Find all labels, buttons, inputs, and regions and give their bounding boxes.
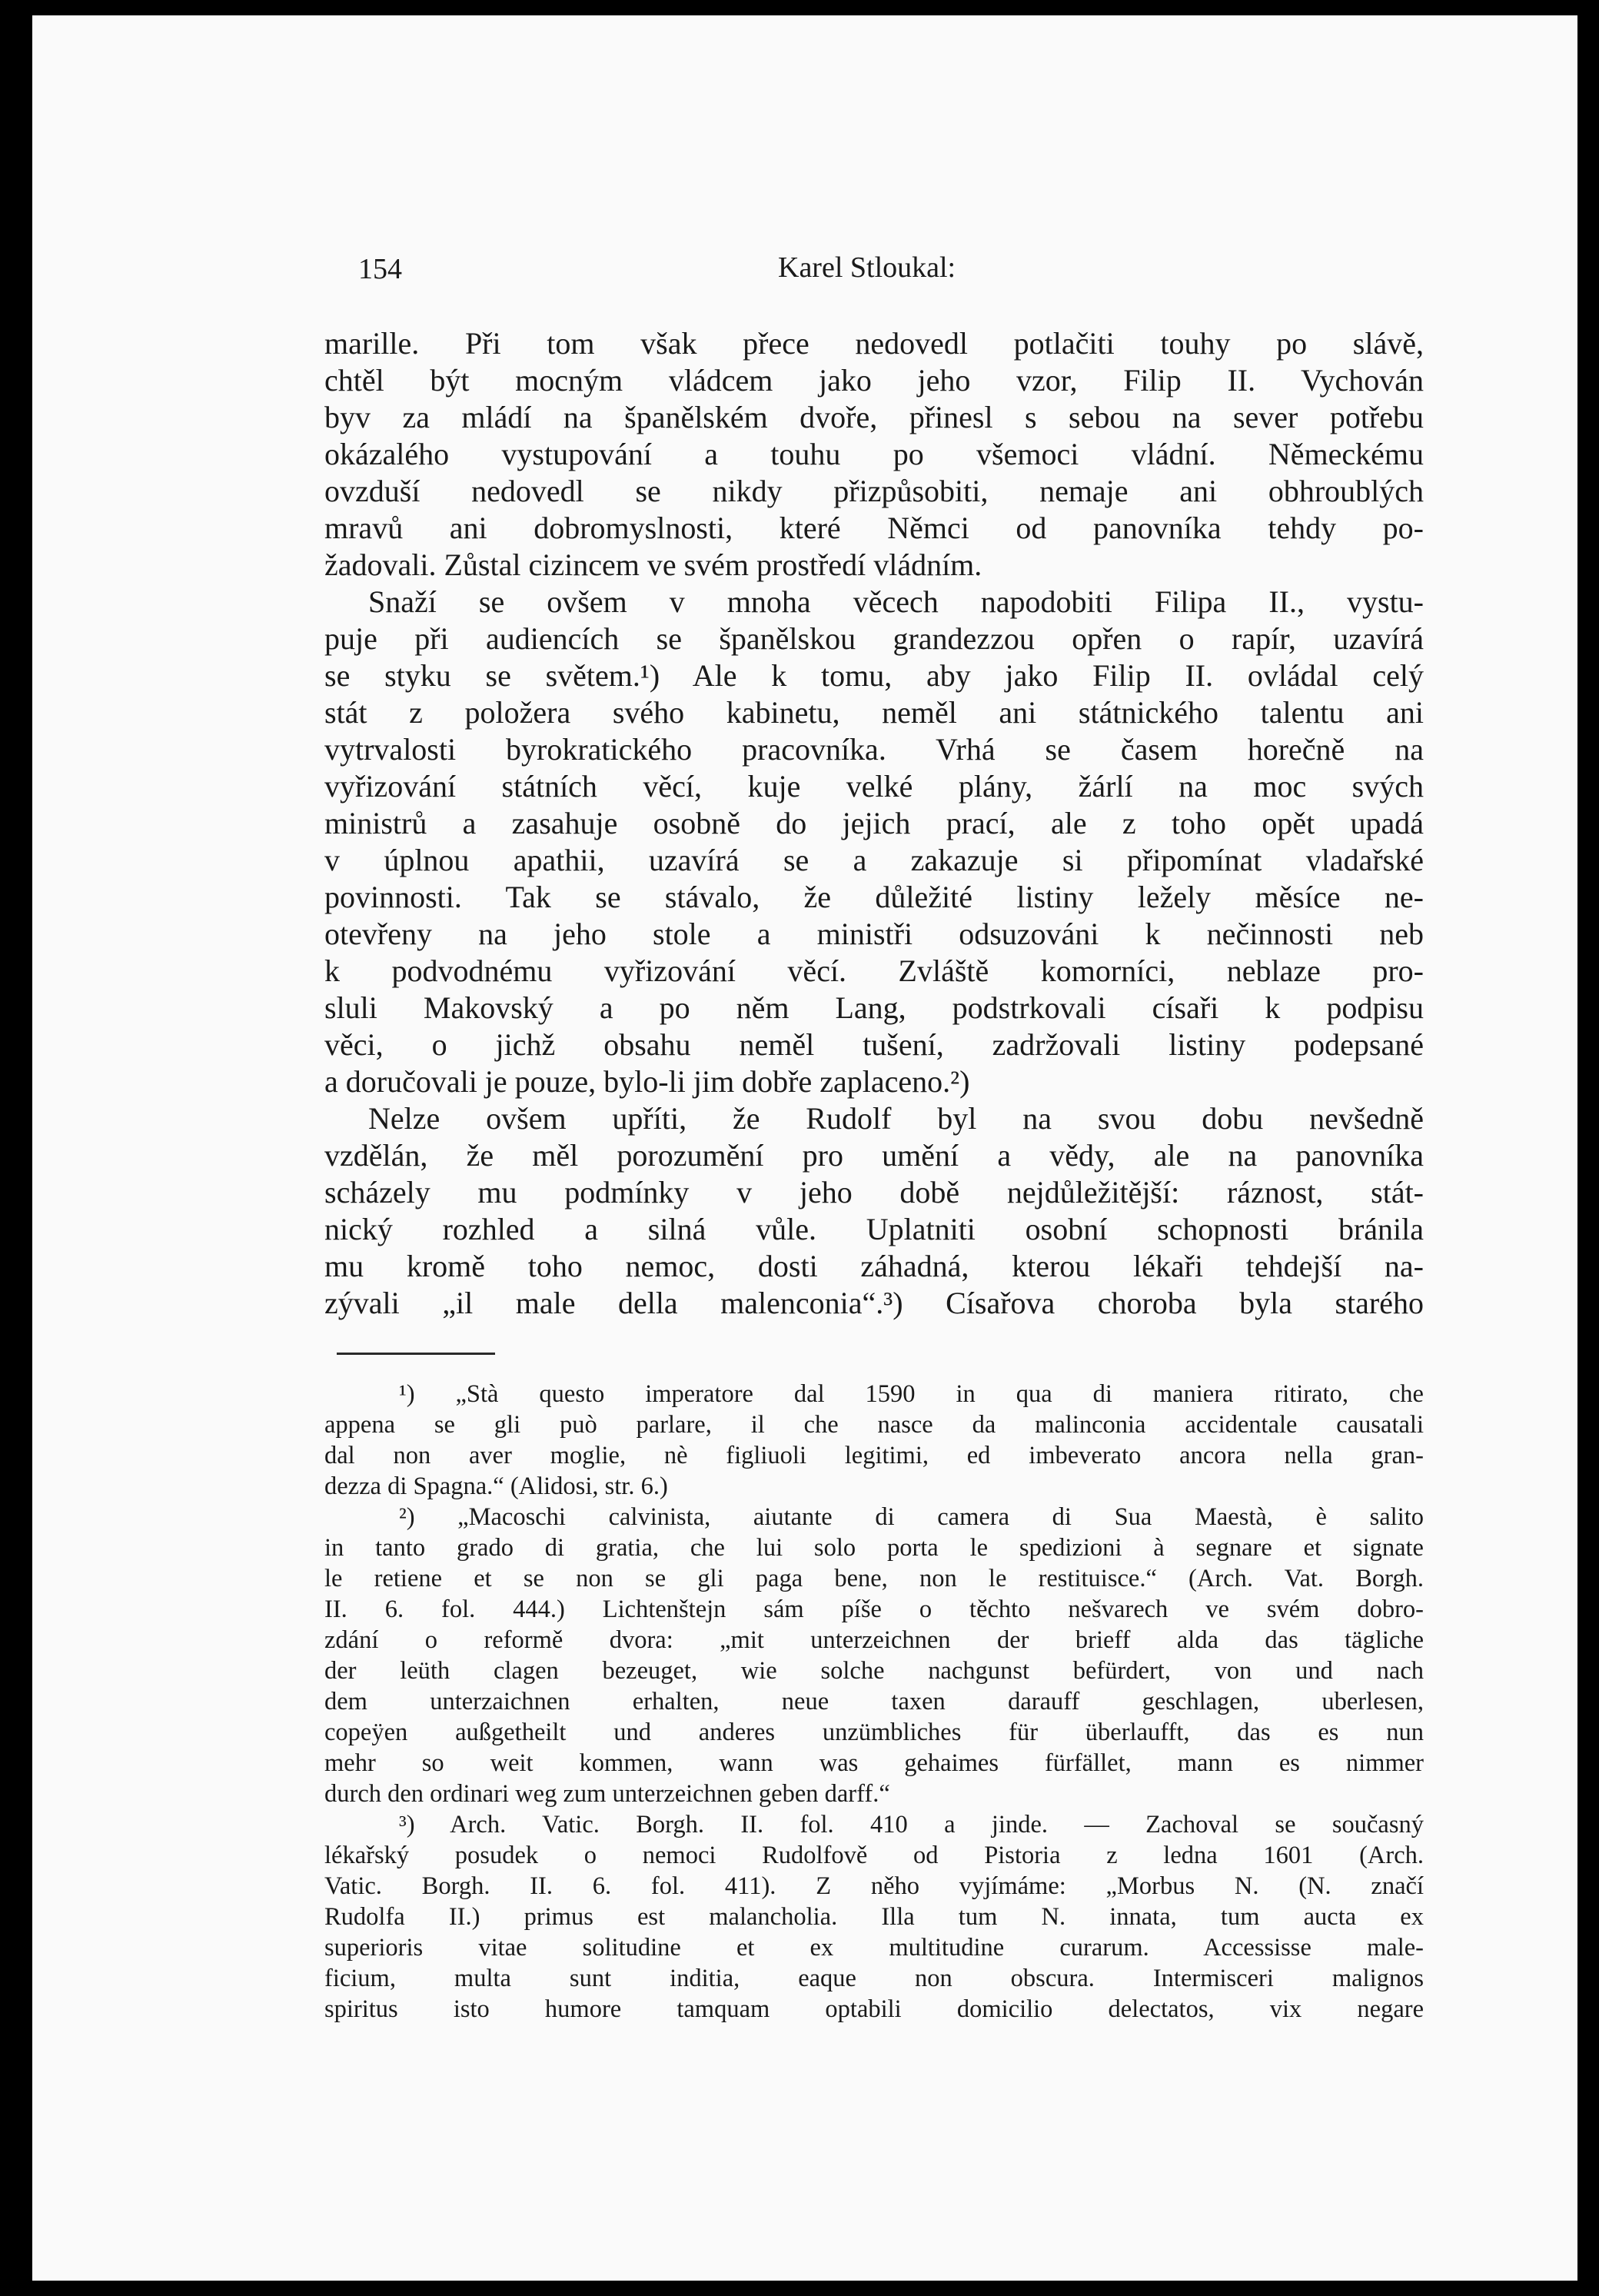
footnote-line: dezza di Spagna.“ (Alidosi, str. 6.) <box>324 1472 668 1500</box>
footnote-line: durch den ordinari weg zum unterzeichnen geben darff.“ <box>324 1780 890 1808</box>
footnote-line: ²) „Macoschi calvinista, aiutante di camera di Sua Maestà, è salito <box>399 1503 1424 1531</box>
body-line: nický rozhled a silná vůle. Uplatniti osobní schopnosti bránila <box>324 1212 1424 1246</box>
footnote-line: appena se gli può parlare, il che nasce da malinconia accidentale causatali <box>324 1411 1424 1439</box>
body-line: otevřeny na jeho stole a ministři odsuzováni k nečinnosti neb <box>324 917 1424 951</box>
footnote-line: Rudolfa II.) primus est malancholia. Illa tum N. innata, tum aucta ex <box>324 1903 1424 1931</box>
body-line: k podvodnému vyřizování věcí. Zvláště komorníci, neblaze pro- <box>324 953 1424 988</box>
footnote-line: copeÿen außgetheilt und anderes unzümbliches für überlaufft, das es nun <box>324 1719 1424 1746</box>
body-line: vytrvalosti byrokratického pracovníka. Vrhá se časem horečně na <box>324 732 1424 767</box>
footnote-line: Vatic. Borgh. II. 6. fol. 411). Z něho vyjímáme: „Morbus N. (N. značí <box>324 1872 1424 1900</box>
footnote-separator <box>337 1353 495 1355</box>
footnote-line: zdání o reformě dvora: „mit unterzeichnen der brieff alda das tägliche <box>324 1626 1424 1654</box>
body-line: Snaží se ovšem v mnoha věcech napodobiti Filipa II., vystu- <box>368 584 1424 619</box>
body-line: chtěl být mocným vládcem jako jeho vzor, Filip II. Vychován <box>324 363 1424 398</box>
body-line: věci, o jichž obsahu neměl tušení, zadržovali listiny podepsané <box>324 1027 1424 1062</box>
body-line: stát z položera svého kabinetu, neměl ani státnického talentu ani <box>324 695 1424 730</box>
body-line: žadovali. Zůstal cizincem ve svém prostředí vládním. <box>324 547 982 582</box>
page-number: 154 <box>358 253 402 285</box>
body-line: ministrů a zasahuje osobně do jejich prací, ale z toho opět upadá <box>324 806 1424 840</box>
body-line: a doručovali je pouze, bylo-li jim dobře zaplaceno.²) <box>324 1064 970 1099</box>
body-line: mu kromě toho nemoc, dosti záhadná, kterou lékaři tehdejší na- <box>324 1249 1424 1283</box>
body-line: v úplnou apathii, uzavírá se a zakazuje si připomínat vladařské <box>324 843 1424 877</box>
footnote-line: ¹) „Stà questo imperatore dal 1590 in qua di maniera ritirato, che <box>399 1380 1424 1408</box>
footnote-line: lékařský posudek o nemoci Rudolfově od Pistoria z ledna 1601 (Arch. <box>324 1842 1424 1869</box>
footnote-line: le retiene et se non se gli paga bene, non le restituisce.“ (Arch. Vat. Borgh. <box>324 1565 1424 1592</box>
body-line: scházely mu podmínky v jeho době nejdůležitější: ráznost, stát- <box>324 1175 1424 1210</box>
footnote-line: ficium, multa sunt inditia, eaque non obscura. Intermisceri malignos <box>324 1965 1424 1992</box>
body-line: byv za mládí na španělském dvoře, přinesl s sebou na sever potřebu <box>324 400 1424 434</box>
body-line: povinnosti. Tak se stávalo, že důležité listiny ležely měsíce ne- <box>324 880 1424 914</box>
body-line: zývali „il male della malenconia“.³) Císařova choroba byla starého <box>324 1286 1424 1320</box>
footnote-line: II. 6. fol. 444.) Lichtenštejn sám píše o těchto nešvarech ve svém dobro- <box>324 1596 1424 1623</box>
body-line: se styku se světem.¹) Ale k tomu, aby jako Filip II. ovládal celý <box>324 658 1424 693</box>
body-line: marille. Při tom však přece nedovedl potlačiti touhy po slávě, <box>324 326 1424 361</box>
body-line: mravů ani dobromyslnosti, které Němci od panovníka tehdy po- <box>324 511 1424 545</box>
body-line: Nelze ovšem upříti, že Rudolf byl na svou dobu nevšedně <box>368 1101 1424 1136</box>
footnote-line: dem unterzaichnen erhalten, neue taxen darauff geschlagen, uberlesen, <box>324 1688 1424 1715</box>
body-line: sluli Makovský a po něm Lang, podstrkovali císaři k podpisu <box>324 990 1424 1025</box>
running-title: Karel Stloukal: <box>778 251 956 284</box>
body-line: puje při audiencích se španělskou grandezzou opřen o rapír, uzavírá <box>324 621 1424 656</box>
body-line: vyřizování státních věcí, kuje velké plány, žárlí na moc svých <box>324 769 1424 804</box>
footnote-line: ³) Arch. Vatic. Borgh. II. fol. 410 a jinde. — Zachoval se současný <box>399 1811 1424 1838</box>
body-line: okázalého vystupování a touhu po všemoci vládní. Německému <box>324 437 1424 471</box>
footnote-line: in tanto grado di gratia, che lui solo porta le spedizioni à segnare et signate <box>324 1534 1424 1562</box>
body-line: ovzduší nedovedl se nikdy přizpůsobiti, nemaje ani obhroublých <box>324 474 1424 508</box>
footnote-line: spiritus isto humore tamquam optabili domicilio delectatos, vix negare <box>324 1995 1424 2023</box>
footnote-line: der leüth clagen bezeuget, wie solche nachgunst befürdert, von und nach <box>324 1657 1424 1685</box>
book-page <box>32 15 1577 2281</box>
footnote-line: mehr so weit kommen, wann was gehaimes fürfället, mann es nimmer <box>324 1749 1424 1777</box>
footnote-line: superioris vitae solitudine et ex multitudine curarum. Accessisse male- <box>324 1934 1424 1962</box>
footnote-line: dal non aver moglie, nè figliuoli legitimi, ed imbeverato ancora nella gran- <box>324 1442 1424 1469</box>
body-line: vzdělán, že měl porozumění pro umění a vědy, ale na panovníka <box>324 1138 1424 1173</box>
